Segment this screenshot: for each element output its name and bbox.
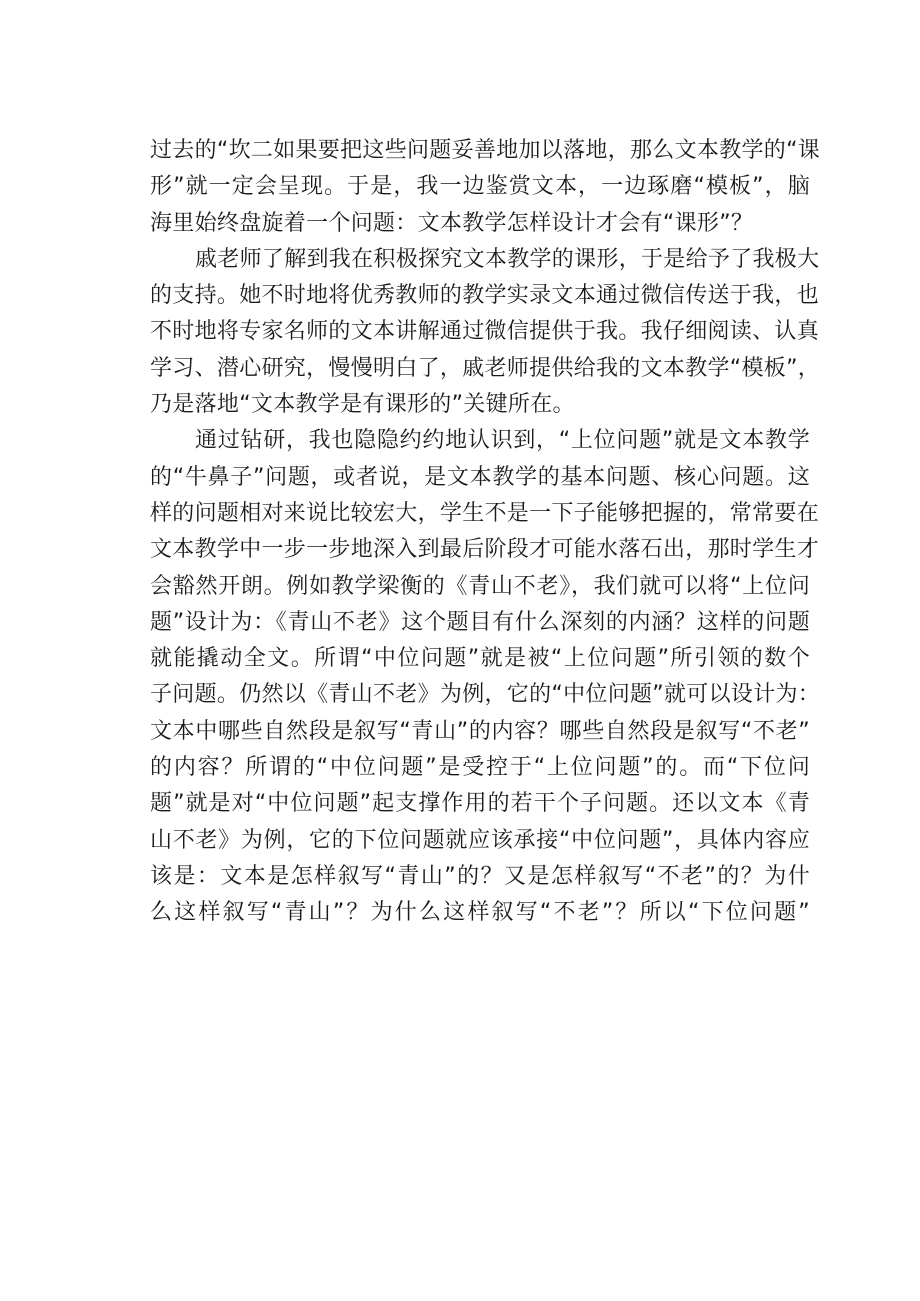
body-text (150, 133, 821, 932)
text-line: 就能撬动全文。所谓“中位问题”就是被“上位问题”所引领的数个 (150, 646, 810, 672)
text-line: 样的问题相对来说比较宏大，学生不是一下子能够把握的，常常要在 (150, 500, 820, 526)
text-line: 么这样叙写“青山”？为什么这样叙写“不老”？所以“下位问题” (150, 900, 810, 926)
text-line: 戚老师了解到我在积极探究文本教学的课形，于是给予了我极大 (195, 246, 820, 272)
text-line: 的“牛鼻子”问题，或者说，是文本教学的基本问题、核心问题。这 (150, 464, 810, 490)
text-line: 文本中哪些自然段是叙写“青山”的内容？哪些自然段是叙写“不老” (150, 718, 810, 744)
text-line: 不时地将专家名师的文本讲解通过微信提供于我。我仔细阅读、认真 (150, 319, 820, 345)
text-line: 子问题。仍然以《青山不老》为例，它的“中位问题”就可以设计为： (150, 682, 821, 708)
text-line: 的支持。她不时地将优秀教师的教学实录文本通过微信传送于我，也 (150, 283, 820, 309)
text-line: 通过钻研，我也隐隐约约地认识到，“上位问题”就是文本教学 (195, 428, 810, 454)
text-line: 乃是落地“文本教学是有课形的”关键所在。 (150, 392, 575, 418)
text-line: 学习、潜心研究，慢慢明白了，戚老师提供给我的文本教学“模板”， (150, 355, 821, 381)
text-line: 题”设计为：《青山不老》这个题目有什么深刻的内涵？这样的问题 (150, 609, 810, 635)
text-line: 文本教学中一步一步地深入到最后阶段才可能水落石出，那时学生才 (150, 537, 820, 563)
text-line: 海里始终盘旋着一个问题：文本教学怎样设计才会有“课形”？ (150, 210, 754, 236)
text-line: 该是：文本是怎样叙写“青山”的？又是怎样叙写“不老”的？为什 (150, 863, 810, 889)
text-line: 题”就是对“中位问题”起支撑作用的若干个子问题。还以文本《青 (150, 791, 810, 817)
text-line: 的内容？所谓的“中位问题”是受控于“上位问题”的。而“下位问 (150, 755, 810, 781)
text-line: 过去的“坎二如果要把这些问题妥善地加以落地，那么文本教学的“课 (150, 138, 821, 163)
text-line: 形”就一定会呈现。于是，我一边鉴赏文本，一边琢磨“模板”，脑 (150, 174, 810, 200)
text-line: 会豁然开朗。例如教学梁衡的《青山不老》，我们就可以将“上位问 (150, 573, 810, 599)
text-line: 山不老》为例，它的下位问题就应该承接“中位问题”，具体内容应 (150, 827, 810, 853)
